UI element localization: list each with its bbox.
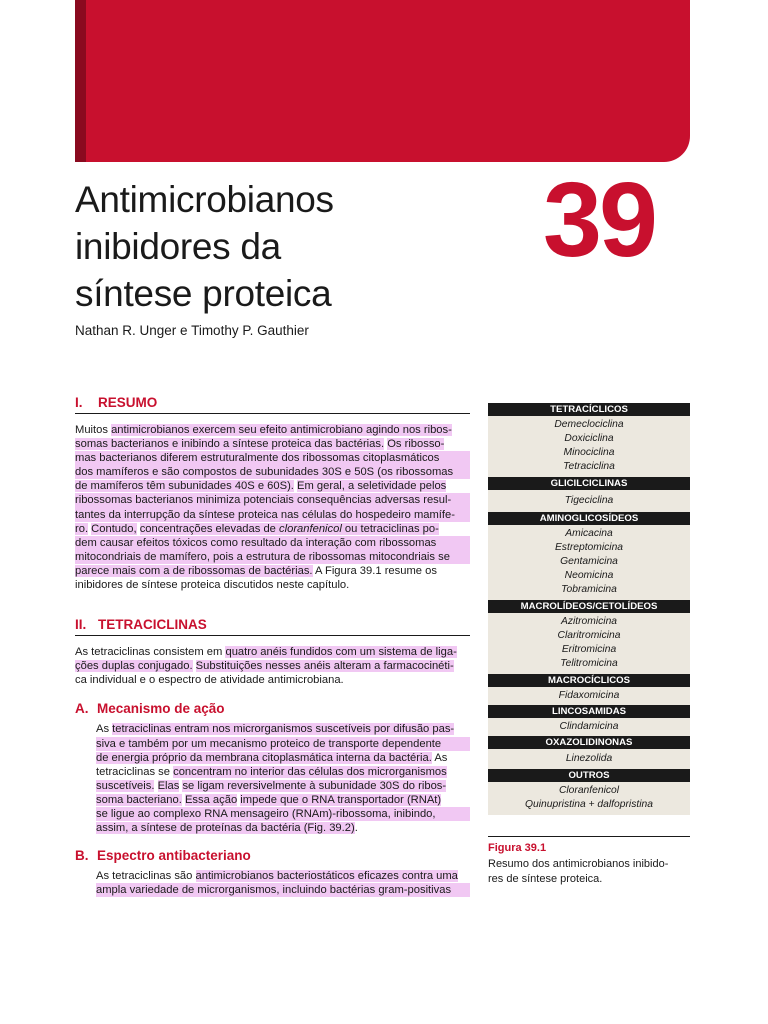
text-line: tantes da interrupção da síntese proteica nas células do hospedeiro mamífe-	[75, 508, 470, 522]
drug-name: Gentamicina	[488, 555, 690, 569]
drug-name: Amicacina	[488, 525, 690, 541]
paragraph-tetraciclinas	[75, 645, 470, 687]
drug-name: Clindamicina	[488, 718, 690, 736]
highlighted-text: de energia próprio da membrana citoplasmática interna da bactéria.	[96, 751, 432, 764]
section-title: RESUMO	[98, 395, 158, 410]
text-line: se ligue ao complexo RNA mensageiro (RNAm)-ribossoma, inibindo,	[96, 807, 470, 821]
highlighted-text: impede que o RNA transportador (RNAt)	[240, 793, 442, 806]
text-line	[75, 564, 470, 578]
subsection-heading-espectro	[75, 848, 470, 863]
section-heading-resumo	[75, 395, 470, 414]
highlighted-text: Contudo,	[91, 522, 137, 535]
subsection-heading-mecanismo	[75, 701, 470, 716]
highlighted-text: Em geral, a seletividade pelos	[297, 480, 447, 493]
paragraph-mecanismo	[75, 722, 470, 835]
text-line	[75, 437, 470, 451]
section-number: II.	[75, 617, 87, 633]
text-line: ca individual e o espectro de atividade antimicrobiana.	[75, 674, 344, 687]
line-segment: tetraciclinas se	[96, 765, 174, 778]
drug-class-header: LINCOSAMIDAS	[488, 705, 690, 718]
section-heading-tetraciclinas	[75, 617, 470, 636]
drug-name: Demeclociclina	[488, 416, 690, 432]
chapter-title-line: Antimicrobianos	[75, 179, 334, 220]
text-line	[75, 645, 470, 659]
line-segment: Muitos	[75, 424, 112, 436]
highlighted-text: concentrações elevadas de cloranfenicol ou tetraciclinas po-	[139, 522, 439, 535]
subsection-title: Mecanismo de ação	[97, 701, 225, 717]
drug-class-header: AMINOGLICOSÍDEOS	[488, 512, 690, 525]
drug-name: Eritromicina	[488, 643, 690, 657]
highlighted-text: soma bacteriano.	[96, 793, 182, 806]
line-segment: As tetraciclinas consistem em	[75, 646, 226, 659]
text-line	[96, 779, 470, 793]
highlighted-text: se ligam reversivelmente à subunidade 30S do ribos-	[182, 779, 447, 792]
figure-divider	[488, 836, 690, 837]
text-line	[96, 869, 470, 883]
highlighted-text: antimicrobianos exercem seu efeito antimicrobiano agindo nos ribos-	[111, 424, 452, 436]
drug-name: Quinupristina + dalfopristina	[488, 798, 690, 815]
chapter-banner	[75, 0, 690, 162]
text-line: mas bacterianos diferem estruturalmente dos ribossomas citoplasmáticos	[75, 451, 470, 465]
highlighted-text: Essa ação	[184, 793, 238, 806]
highlighted-text: assim, a síntese de proteínas da bactéria (Fig. 39.2)	[96, 822, 355, 835]
line-segment: .	[354, 822, 358, 835]
highlighted-text: tetraciclinas entram nos microrganismos suscetíveis por difusão pas-	[112, 723, 455, 736]
drug-class-header: TETRACÍCLICOS	[488, 403, 690, 416]
line-segment: A Figura 39.1 resume os	[312, 564, 437, 577]
chapter-authors: Nathan R. Unger e Timothy P. Gauthier	[75, 323, 309, 338]
text-line	[96, 793, 470, 807]
highlighted-text: suscetíveis.	[96, 779, 155, 792]
subsection-letter: A.	[75, 701, 89, 717]
section-number: I.	[75, 395, 83, 410]
highlighted-text: ro.	[75, 522, 89, 535]
drug-class-header: GLICILCICLINAS	[488, 477, 690, 490]
drug-name: Estreptomicina	[488, 541, 690, 555]
text-line	[96, 821, 470, 835]
drug-name: Tobramicina	[488, 583, 690, 600]
drug-class-header: MACROLÍDEOS/CETOLÍDEOS	[488, 600, 690, 613]
drug-summary-table	[488, 403, 690, 815]
text-line	[75, 423, 470, 437]
highlighted-text: somas bacterianos e inibindo a síntese proteica das bactérias.	[75, 438, 385, 451]
text-line	[75, 659, 470, 673]
text-line: ribossomas bacterianos minimiza potenciais consequências adversas resul-	[75, 493, 470, 507]
drug-name: Cloranfenicol	[488, 782, 690, 798]
drug-class-header: OXAZOLIDINONAS	[488, 736, 690, 749]
highlighted-text: de mamíferos têm subunidades 40S e 60S).	[75, 480, 294, 493]
text-line: ampla variedade de microrganismos, incluindo bactérias gram-positivas	[96, 883, 470, 897]
text-line: inibidores de síntese proteica discutidos neste capítulo.	[75, 579, 350, 592]
paragraph-resumo	[75, 423, 470, 592]
highlighted-text: Substituições nesses anéis alteram a farmacocinéti-	[195, 660, 454, 673]
highlighted-text: concentram no interior das células dos microrganismos	[173, 765, 447, 778]
drug-name: Fidaxomicina	[488, 687, 690, 705]
figure-caption	[488, 857, 668, 886]
caption-line: res de síntese proteica.	[488, 872, 603, 885]
text-line	[96, 765, 470, 779]
text-line: dos mamíferos e são compostos de subunidades 30S e 50S (os ribossomas	[75, 465, 470, 479]
chapter-title-line: inibidores da	[75, 226, 281, 267]
chapter-title	[75, 176, 334, 317]
drug-class-header: MACROCÍCLICOS	[488, 674, 690, 687]
text-line	[96, 751, 470, 765]
highlighted-text: antimicrobianos bacteriostáticos eficazes contra uma	[195, 870, 458, 883]
chapter-number: 39	[543, 161, 655, 279]
highlighted-text: quatro anéis fundidos com um sistema de liga-	[225, 646, 457, 659]
subsection-title: Espectro antibacteriano	[97, 848, 251, 864]
text-line	[75, 522, 470, 536]
drug-name: Tigeciclina	[488, 490, 690, 512]
drug-name: Tetraciclina	[488, 460, 690, 477]
text-line: dem causar efeitos tóxicos como resultado da interação com ribossomas	[75, 536, 470, 550]
text-line	[75, 479, 470, 493]
text-line: mitocondriais de mamífero, pois a estrutura de ribossomas mitocondriais se	[75, 550, 470, 564]
drug-name: Minociclina	[488, 446, 690, 460]
section-title: TETRACICLINAS	[98, 617, 207, 633]
chapter-title-line: síntese proteica	[75, 273, 332, 314]
caption-line: Resumo dos antimicrobianos inibido-	[488, 858, 669, 870]
drug-name: Doxiciclina	[488, 432, 690, 446]
text-line	[96, 722, 470, 736]
main-column	[75, 395, 470, 897]
highlighted-text: Os ribosso-	[387, 438, 445, 451]
line-segment: As tetraciclinas são	[96, 870, 196, 883]
chapter-banner-accent	[75, 0, 86, 162]
drug-name: Linezolida	[488, 749, 690, 769]
drug-name: Neomicina	[488, 569, 690, 583]
drug-name: Azitromicina	[488, 613, 690, 629]
paragraph-espectro	[75, 869, 470, 897]
figure-label: Figura 39.1	[488, 842, 547, 854]
drug-name: Telitromicina	[488, 657, 690, 674]
highlighted-text: Elas	[157, 779, 180, 792]
line-segment: As	[96, 723, 113, 736]
drug-class-header: OUTROS	[488, 769, 690, 782]
text-line: siva e também por um mecanismo proteico de transporte dependente	[96, 737, 470, 751]
subsection-letter: B.	[75, 848, 89, 864]
highlighted-text: parece mais com a de ribossomas de bactérias.	[75, 564, 313, 577]
drug-name: Claritromicina	[488, 629, 690, 643]
line-segment: As	[431, 751, 448, 764]
highlighted-text: ções duplas conjugado.	[75, 660, 193, 673]
